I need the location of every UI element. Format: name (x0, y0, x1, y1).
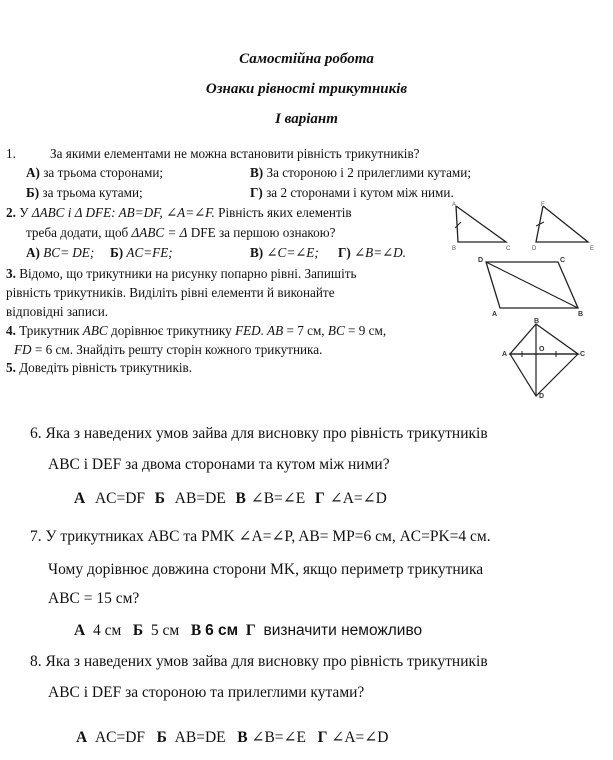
option-mark: Г (314, 490, 325, 507)
q7-options (74, 622, 422, 640)
option-mark: Г) (250, 185, 263, 200)
label-a: A (502, 351, 508, 358)
q4-triangle-fed: FED. AB (235, 323, 284, 338)
option-text: ∠A=∠D (331, 729, 389, 746)
label-d: D (539, 393, 545, 400)
q4-side-bc: BC (327, 323, 345, 338)
option-text: 6 см (205, 622, 239, 639)
question-7: 7. У трикутниках ABC та PMK ∠A=∠P, AB= MP=6 см, AC=PK=4 см. (30, 528, 491, 545)
option-mark: А) (26, 165, 40, 180)
q2-text-part: треба додати, щоб (26, 225, 132, 240)
q5-text: Доведіть рівність трикутників. (15, 360, 193, 375)
option-text: AC=FE; (123, 245, 173, 260)
label-b: B (452, 246, 457, 252)
figure-parallelogram (474, 252, 592, 318)
q1-option-v (250, 165, 471, 181)
option-text: за 2 сторонами і кутом між ними. (262, 185, 454, 200)
question-number: 2. (6, 205, 16, 220)
q1-option-b (26, 185, 143, 201)
worksheet-topic: Ознаки рівності трикутників (205, 81, 408, 97)
q2-text-part: DFE за першою ознакою? (187, 225, 336, 240)
q4-text-part: Трикутник (15, 323, 83, 338)
figure-two-triangles (448, 200, 608, 252)
diagonal (486, 262, 578, 308)
question-4-line2 (14, 342, 322, 358)
q2-equality: ΔABC = Δ (131, 225, 188, 240)
option-mark: В (190, 622, 202, 639)
question-1 (6, 146, 16, 162)
q3-text: Відомо, що трикутники на рисунку попарно рівні. Запишіть (15, 266, 357, 281)
label-b: B (578, 311, 584, 318)
option-text: ∠B=∠E (251, 729, 306, 746)
question-number: 4. (6, 323, 16, 338)
option-mark: А (74, 490, 86, 507)
option-mark: Г (245, 622, 256, 639)
label-b: B (534, 318, 540, 325)
option-text: AC=DF (94, 490, 146, 507)
q4-text-part: = 7 см, (283, 323, 328, 338)
q6-options (74, 489, 387, 508)
question-7-line2: Чому дорівнює довжина сторони MK, якщо периметр трикутника (48, 561, 484, 578)
question-3 (6, 266, 357, 282)
question-3-line2: рівність трикутників. Виділіть рівні елементи й виконайте (6, 285, 335, 300)
q4-text-part: = 6 см. Знайдіть решту сторін кожного трикутника. (31, 342, 323, 357)
option-mark: Б) (26, 185, 40, 200)
option-text: 4 см (92, 622, 122, 639)
option-text: ∠B=∠E (250, 490, 306, 507)
triangle-fde (536, 206, 588, 242)
option-mark: Б (154, 490, 166, 507)
option-mark: Г (317, 729, 328, 746)
option-mark: Б (156, 729, 167, 746)
option-text: за трьома кутами; (39, 185, 143, 200)
option-text: ∠B=∠D. (350, 245, 406, 260)
triangle-lower (510, 354, 578, 396)
option-mark: В (235, 490, 246, 507)
worksheet-title: Самостійна робота (239, 51, 374, 67)
option-mark: А (76, 729, 88, 746)
label-c: C (506, 246, 511, 252)
question-6-line2: ABC і DEF за двома сторонами та кутом між ними? (48, 456, 390, 473)
option-mark: Б (132, 622, 144, 639)
option-text: 5 см (150, 622, 180, 639)
question-6: 6. Яка з наведених умов зайва для висновку про рівність трикутників (30, 425, 488, 442)
option-mark: В (237, 729, 248, 746)
option-text: AB=DE (174, 490, 226, 507)
option-text: ∠C=∠E; (263, 245, 319, 260)
q2-text-part: Рівність яких елементів (214, 205, 352, 220)
question-number: 3. (6, 266, 16, 281)
q4-text-part: = 9 см, (344, 323, 387, 338)
worksheet-variant: І варіант (275, 111, 338, 127)
label-d: D (478, 257, 484, 264)
question-2-line2 (26, 225, 335, 241)
q2-option-g (338, 245, 406, 261)
q1-option-a (26, 165, 163, 181)
triangle-abc (456, 206, 506, 242)
q2-condition: ΔABC і Δ DFE: AB=DF, ∠A=∠F. (31, 205, 215, 220)
q4-triangle-abc: ABC (82, 323, 108, 338)
question-7-line3: ABC = 15 см? (48, 590, 140, 607)
option-text: визначити неможливо (263, 622, 423, 639)
option-text: ∠A=∠D (329, 490, 387, 507)
q8-options (76, 728, 388, 747)
question-number: 1. (6, 146, 16, 161)
option-text: BC= DE; (39, 245, 95, 260)
label-a: A (492, 311, 498, 318)
label-f: F (541, 202, 545, 208)
option-text: за трьома сторонами; (39, 165, 164, 180)
q2-option-b (110, 245, 173, 261)
question-5 (6, 360, 192, 376)
q2-option-v (250, 245, 319, 261)
label-a: A (452, 202, 457, 208)
q4-text-part: дорівнює трикутнику (107, 323, 236, 338)
question-number: 5. (6, 360, 16, 375)
label-c: C (580, 351, 586, 358)
label-o: O (539, 346, 545, 353)
option-mark: В) (250, 165, 264, 180)
label-e: E (590, 246, 595, 252)
q1-option-g (250, 185, 454, 201)
label-c: C (560, 257, 566, 264)
question-4 (6, 323, 386, 339)
option-mark: А (74, 622, 86, 639)
question-8-line2: ABC і DEF за стороною та прилеглими кутами? (48, 684, 365, 701)
option-mark: А) (26, 245, 40, 260)
option-mark: Б) (110, 245, 124, 260)
question-1-text: За якими елементами не можна встановити рівність трикутників? (50, 146, 420, 161)
option-mark: Г) (338, 245, 351, 260)
option-text: AC=DF (94, 729, 146, 746)
q2-option-a (26, 245, 94, 261)
q4-side-fd: FD (14, 342, 32, 357)
option-text: За стороною і 2 прилеглими кутами; (263, 165, 471, 180)
q2-text-part: У (15, 205, 32, 220)
figure-crossing-triangles (500, 318, 592, 402)
question-2 (6, 205, 352, 221)
question-8: 8. Яка з наведених умов зайва для висновку про рівність трикутників (30, 653, 488, 670)
option-mark: В) (250, 245, 264, 260)
option-text: AB=DE (174, 729, 226, 746)
tick-mark (455, 222, 461, 228)
label-d: D (532, 246, 537, 252)
question-3-line3: відповідні записи. (6, 304, 109, 319)
